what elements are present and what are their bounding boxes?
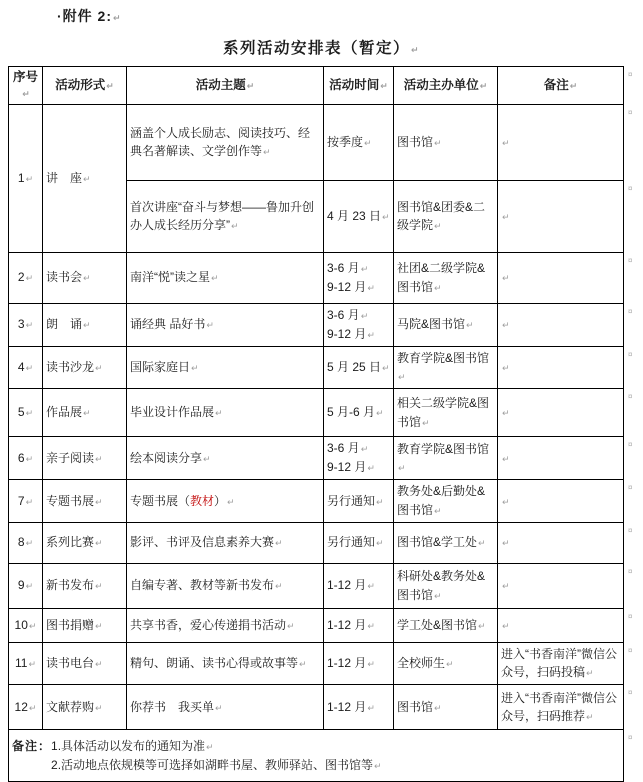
- pilcrow-mark: ↵: [502, 539, 510, 550]
- notes-item-text: 1.具体活动以发布的通知为准: [51, 738, 206, 753]
- form-text: 图书捐赠: [46, 617, 95, 632]
- cell-org: [394, 685, 498, 730]
- pilcrow-mark: ↵: [28, 621, 37, 632]
- row-end-mark: ¤: [628, 526, 633, 535]
- notes-row: [9, 730, 624, 782]
- pilcrow-mark: ↵: [502, 621, 510, 632]
- org-text: 图书馆: [397, 134, 434, 149]
- cell-no: [9, 642, 43, 685]
- pilcrow-mark: ↵: [299, 660, 307, 671]
- row-end-mark: ¤: [628, 440, 633, 449]
- cell-form: [43, 104, 127, 252]
- time-text: 9-12 月: [327, 460, 367, 475]
- pilcrow-mark: ↵: [376, 539, 384, 550]
- pilcrow-mark: ↵: [275, 539, 283, 550]
- cell-org: [394, 608, 498, 642]
- theme-text: 影评、书评及信息素养大赛: [130, 535, 275, 550]
- notes-items: [51, 737, 382, 775]
- pilcrow-mark: ↵: [83, 409, 91, 420]
- cell-theme: [127, 303, 324, 346]
- table-row: [9, 608, 624, 642]
- notes-block: [12, 737, 620, 775]
- pilcrow-mark: ↵: [25, 539, 34, 550]
- column-header: [9, 67, 43, 105]
- theme-text: 南洋“悦”读之星: [130, 270, 210, 285]
- pilcrow-mark: ↵: [434, 703, 442, 714]
- pilcrow-mark: ↵: [360, 265, 369, 275]
- cell-remark: [498, 303, 624, 346]
- pilcrow-mark: ↵: [434, 222, 442, 233]
- cell-theme: [127, 180, 324, 252]
- theme-text: 共享书香，爱心传递捐书活动: [130, 617, 287, 632]
- pilcrow-mark: ↵: [25, 409, 34, 420]
- pilcrow-mark: ↵: [586, 713, 594, 724]
- row-end-mark: ¤: [628, 108, 633, 117]
- cell-time: [324, 563, 394, 608]
- time-text: 5 月 25 日: [327, 360, 382, 375]
- pilcrow-mark: ↵: [502, 212, 510, 223]
- row-end-mark: ¤: [628, 483, 633, 492]
- pilcrow-mark: ↵: [502, 454, 510, 465]
- org-text: 社团&二级学院&图书馆: [397, 261, 486, 294]
- table-row: [9, 437, 624, 480]
- row-number: 1: [17, 170, 25, 185]
- column-header: [394, 67, 498, 105]
- form-text: 作品展: [46, 405, 83, 420]
- row-end-mark: ¤: [628, 733, 633, 742]
- column-header-label: 活动形式: [55, 78, 106, 93]
- pilcrow-mark: ↵: [22, 90, 30, 101]
- pilcrow-mark: ↵: [367, 703, 375, 714]
- pilcrow-mark: ↵: [367, 283, 375, 294]
- column-header-label: 活动时间: [329, 78, 380, 93]
- row-end-mark: ¤: [628, 392, 633, 401]
- column-header: [324, 67, 394, 105]
- cell-form: [43, 522, 127, 563]
- cell-time: [324, 608, 394, 642]
- row-number: 5: [17, 405, 25, 420]
- cell-remark: [498, 252, 624, 303]
- theme-text: 绘本阅读分享: [130, 450, 203, 465]
- pilcrow-mark: ↵: [95, 621, 103, 632]
- pilcrow-mark: ↵: [95, 582, 103, 593]
- pilcrow-mark: ↵: [586, 669, 594, 680]
- cell-org: [394, 642, 498, 685]
- pilcrow-mark: ↵: [25, 321, 34, 332]
- pilcrow-mark: ↵: [95, 703, 103, 714]
- form-text: 文献荐购: [46, 699, 95, 714]
- cell-remark: [498, 642, 624, 685]
- cell-time: [324, 480, 394, 523]
- pilcrow-mark: ↵: [263, 148, 271, 159]
- pilcrow-mark: ↵: [25, 364, 34, 375]
- cell-no: [9, 389, 43, 437]
- pilcrow-mark: ↵: [382, 364, 390, 375]
- cell-theme: [127, 389, 324, 437]
- table-row: [9, 522, 624, 563]
- cell-form: [43, 480, 127, 523]
- cell-theme: [127, 480, 324, 523]
- notes-item: [51, 737, 382, 756]
- pilcrow-mark: ↵: [95, 660, 103, 671]
- column-header: [498, 67, 624, 105]
- theme-text: ）: [214, 493, 227, 508]
- table-row: [9, 642, 624, 685]
- org-text: 教务处&后勤处&图书馆: [397, 484, 486, 517]
- cell-remark: [498, 389, 624, 437]
- cell-time: [324, 642, 394, 685]
- pilcrow-mark: ↵: [376, 497, 384, 508]
- pilcrow-mark: ↵: [374, 761, 382, 772]
- cell-no: [9, 104, 43, 252]
- row-end-mark: ¤: [628, 70, 633, 79]
- theme-text: 教材: [190, 493, 215, 508]
- activity-table: [8, 66, 624, 782]
- pilcrow-mark: ↵: [211, 274, 219, 285]
- form-text: 读书沙龙: [46, 360, 95, 375]
- org-text: 全校师生: [397, 656, 446, 671]
- time-text: 3-6 月: [327, 441, 360, 456]
- page-title-text: 系列活动安排表（暂定）: [222, 40, 410, 57]
- pilcrow-mark: ↵: [246, 82, 255, 93]
- attachment-label: [57, 6, 122, 26]
- form-text: 读书会: [46, 270, 83, 285]
- org-text: 相关二级学院&图书馆: [397, 396, 490, 429]
- row-end-mark: ¤: [628, 307, 633, 316]
- row-number: 12: [14, 699, 28, 714]
- remark-text: 进入“书香南洋”微信公众号，扫码推荐: [501, 690, 617, 724]
- cell-time: [324, 252, 394, 303]
- row-number: 4: [17, 360, 25, 375]
- pilcrow-mark: ↵: [367, 582, 375, 593]
- pilcrow-mark: ↵: [95, 539, 103, 550]
- pilcrow-mark: ↵: [502, 138, 510, 149]
- table-row: [9, 104, 624, 180]
- theme-text: 诵经典 品好书: [130, 317, 206, 332]
- remark-text: 进入“书香南洋”微信公众号，扫码投稿: [501, 646, 617, 680]
- cell-org: [394, 522, 498, 563]
- theme-text: 首次讲座“奋斗与梦想——鲁加升创办人成长经历分享”: [130, 199, 314, 233]
- cell-org: [394, 252, 498, 303]
- pilcrow-mark: ↵: [502, 409, 510, 420]
- pilcrow-mark: ↵: [25, 174, 34, 185]
- row-number: 10: [14, 617, 28, 632]
- cell-remark: [498, 563, 624, 608]
- row-number: 3: [17, 317, 25, 332]
- pilcrow-mark: ↵: [25, 582, 34, 593]
- pilcrow-mark: ↵: [215, 703, 223, 714]
- pilcrow-mark: ↵: [215, 409, 223, 420]
- cell-no: [9, 437, 43, 480]
- cell-remark: [498, 180, 624, 252]
- cell-org: [394, 180, 498, 252]
- notes-item-text: 2.活动地点依规模等可选择如湖畔书屋、教师驿站、图书馆等: [51, 757, 374, 772]
- row-number: 9: [17, 578, 25, 593]
- notes-label: 备注：: [12, 738, 52, 753]
- pilcrow-mark: ↵: [83, 174, 91, 185]
- cell-org: [394, 437, 498, 480]
- pilcrow-mark: ↵: [376, 409, 384, 420]
- cell-remark: [498, 480, 624, 523]
- header-row: [9, 67, 624, 105]
- column-header-label: 活动主题: [195, 78, 246, 93]
- column-header-label: 活动主办单位: [403, 78, 479, 93]
- pilcrow-mark: ↵: [479, 82, 488, 93]
- row-end-mark: ¤: [628, 567, 633, 576]
- row-end-mark: ¤: [628, 612, 633, 621]
- row-end-mark: ¤: [628, 646, 633, 655]
- pilcrow-mark: ↵: [367, 660, 375, 671]
- cell-theme: [127, 563, 324, 608]
- cell-form: [43, 437, 127, 480]
- cell-no: [9, 480, 43, 523]
- pilcrow-mark: ↵: [231, 222, 239, 233]
- pilcrow-mark: ↵: [287, 621, 295, 632]
- theme-text: 毕业设计作品展: [130, 405, 215, 420]
- pilcrow-mark: ↵: [422, 418, 430, 429]
- cell-form: [43, 303, 127, 346]
- cell-form: [43, 685, 127, 730]
- pilcrow-mark: ↵: [275, 582, 283, 593]
- pilcrow-mark: ↵: [367, 621, 375, 632]
- cell-time: [324, 346, 394, 389]
- cell-theme: [127, 522, 324, 563]
- pilcrow-mark: ↵: [380, 82, 388, 93]
- cell-no: [9, 522, 43, 563]
- table-body: [9, 104, 624, 781]
- cell-no: [9, 346, 43, 389]
- cell-org: [394, 303, 498, 346]
- cell-remark: [498, 608, 624, 642]
- form-text: 系列比赛: [46, 535, 95, 550]
- pilcrow-mark: ↵: [382, 212, 390, 223]
- row-end-mark: ¤: [628, 350, 633, 359]
- column-header-label: 备注: [543, 78, 569, 93]
- pilcrow-mark: ↵: [478, 621, 486, 632]
- time-text: 1-12 月: [327, 617, 367, 632]
- cell-remark: [498, 346, 624, 389]
- pilcrow-mark: ↵: [446, 660, 454, 671]
- time-text: 1-12 月: [327, 699, 367, 714]
- time-text: 1-12 月: [327, 656, 367, 671]
- cell-no: [9, 303, 43, 346]
- theme-text: 自编专著、教材等新书发布: [130, 578, 275, 593]
- notes-item: [51, 756, 382, 775]
- pilcrow-mark: ↵: [25, 454, 34, 465]
- pilcrow-mark: ↵: [227, 497, 235, 508]
- pilcrow-mark: ↵: [502, 274, 510, 285]
- table-row: [9, 389, 624, 437]
- pilcrow-mark: ↵: [367, 330, 375, 341]
- cell-no: [9, 563, 43, 608]
- form-text: 新书发布: [46, 578, 95, 593]
- pilcrow-mark: ↵: [191, 364, 199, 375]
- cell-time: [324, 389, 394, 437]
- pilcrow-mark: ↵: [434, 138, 442, 149]
- pilcrow-mark: ↵: [83, 274, 91, 285]
- org-text: 马院&图书馆: [397, 317, 466, 332]
- cell-org: [394, 104, 498, 180]
- time-text: 3-6 月: [327, 261, 360, 275]
- time-text: 另行通知: [327, 493, 376, 508]
- row-number: 7: [17, 493, 25, 508]
- row-number: 8: [17, 535, 25, 550]
- cell-org: [394, 563, 498, 608]
- cell-form: [43, 608, 127, 642]
- time-text: 4 月 23 日: [327, 208, 382, 223]
- pilcrow-mark: ↵: [478, 539, 486, 550]
- pilcrow-mark: ↵: [502, 582, 510, 593]
- pilcrow-mark: ↵: [360, 445, 369, 456]
- table-row: [9, 303, 624, 346]
- time-text: 9-12 月: [327, 326, 367, 341]
- cell-no: [9, 608, 43, 642]
- pilcrow-mark: ↵: [466, 321, 474, 332]
- pilcrow-mark: ↵: [410, 46, 421, 56]
- cell-no: [9, 685, 43, 730]
- org-text: 图书馆: [397, 699, 434, 714]
- pilcrow-mark: ↵: [25, 497, 34, 508]
- pilcrow-mark: ↵: [502, 321, 510, 332]
- table-row: [9, 346, 624, 389]
- row-number: 2: [17, 270, 25, 285]
- theme-text: 涵盖个人成长励志、阅读技巧、经典名著解读、文学创作等: [130, 125, 311, 159]
- cell-form: [43, 563, 127, 608]
- cell-form: [43, 389, 127, 437]
- pilcrow-mark: ↵: [360, 311, 369, 322]
- column-header: [127, 67, 324, 105]
- pilcrow-mark: ↵: [28, 660, 36, 671]
- column-header-label: 序号: [12, 70, 38, 84]
- org-text: 教育学院&图书馆: [397, 350, 490, 365]
- theme-text: 你荐书 我买单: [130, 699, 215, 714]
- time-text: 另行通知: [327, 535, 376, 550]
- pilcrow-mark: ↵: [434, 591, 442, 602]
- table-row: [9, 685, 624, 730]
- table-row: [9, 252, 624, 303]
- row-number: 11: [14, 656, 28, 671]
- org-text: 图书馆&团委&二级学院: [397, 199, 486, 233]
- cell-remark: [498, 437, 624, 480]
- form-text: 读书电台: [46, 656, 95, 671]
- row-end-mark: ¤: [628, 256, 633, 265]
- pilcrow-mark: ↵: [106, 82, 114, 93]
- pilcrow-mark: ↵: [398, 373, 406, 384]
- pilcrow-mark: ↵: [569, 82, 578, 93]
- form-text: 亲子阅读: [46, 450, 95, 465]
- row-number: 6: [17, 450, 25, 465]
- pilcrow-mark: ↵: [502, 364, 510, 375]
- table-row: [9, 480, 624, 523]
- pilcrow-mark: ↵: [95, 497, 103, 508]
- pilcrow-mark: ↵: [28, 703, 37, 714]
- cell-remark: [498, 104, 624, 180]
- cell-time: [324, 522, 394, 563]
- cell-theme: [127, 252, 324, 303]
- form-text: 专题书展: [46, 493, 95, 508]
- pilcrow-mark: ↵: [95, 364, 103, 375]
- pilcrow-mark: ↵: [364, 138, 372, 149]
- pilcrow-mark: ↵: [203, 454, 211, 465]
- cell-theme: [127, 437, 324, 480]
- cell-org: [394, 346, 498, 389]
- time-text: 3-6 月: [327, 307, 360, 322]
- cell-time: [324, 437, 394, 480]
- pilcrow-mark: ↵: [367, 464, 375, 475]
- cell-theme: [127, 104, 324, 180]
- pilcrow-mark: ↵: [434, 283, 442, 294]
- pilcrow-mark: ↵: [113, 14, 122, 24]
- pilcrow-mark: ↵: [83, 321, 91, 332]
- pilcrow-mark: ↵: [502, 497, 510, 508]
- cell-remark: [498, 522, 624, 563]
- cell-form: [43, 346, 127, 389]
- pilcrow-mark: ↵: [95, 454, 103, 465]
- row-end-mark: ¤: [628, 184, 633, 193]
- time-text: 按季度: [327, 134, 364, 149]
- row-end-mark: ¤: [628, 688, 633, 697]
- cell-org: [394, 389, 498, 437]
- cell-form: [43, 642, 127, 685]
- cell-org: [394, 480, 498, 523]
- cell-no: [9, 252, 43, 303]
- pilcrow-mark: ↵: [206, 321, 214, 332]
- org-text: 学工处&图书馆: [397, 617, 478, 632]
- pilcrow-mark: ↵: [434, 506, 442, 517]
- pilcrow-mark: ↵: [25, 274, 34, 285]
- table-row: [9, 563, 624, 608]
- cell-time: [324, 685, 394, 730]
- time-text: 1-12 月: [327, 578, 367, 593]
- theme-text: 国际家庭日: [130, 360, 191, 375]
- page-title: [0, 36, 643, 58]
- attachment-label-text: ·附件 2:: [57, 8, 112, 24]
- cell-theme: [127, 642, 324, 685]
- org-text: 图书馆&学工处: [397, 535, 478, 550]
- org-text: 教育学院&图书馆: [397, 441, 490, 456]
- cell-remark: [498, 685, 624, 730]
- cell-time: [324, 104, 394, 180]
- pilcrow-mark: ↵: [398, 464, 406, 475]
- form-text: 朗 诵: [46, 317, 83, 332]
- time-text: 9-12 月: [327, 279, 367, 294]
- cell-theme: [127, 685, 324, 730]
- form-text: 讲 座: [46, 170, 83, 185]
- org-text: 科研处&教务处&图书馆: [397, 568, 486, 602]
- cell-time: [324, 303, 394, 346]
- table-head: [9, 67, 624, 105]
- cell-theme: [127, 346, 324, 389]
- theme-text: 精句、朗诵、读书心得或故事等: [130, 656, 299, 671]
- cell-form: [43, 252, 127, 303]
- cell-time: [324, 180, 394, 252]
- pilcrow-mark: ↵: [206, 742, 214, 753]
- cell-theme: [127, 608, 324, 642]
- theme-text: 专题书展（: [130, 493, 191, 508]
- column-header: [43, 67, 127, 105]
- time-text: 5 月-6 月: [327, 405, 376, 420]
- cell-notes: [9, 730, 624, 782]
